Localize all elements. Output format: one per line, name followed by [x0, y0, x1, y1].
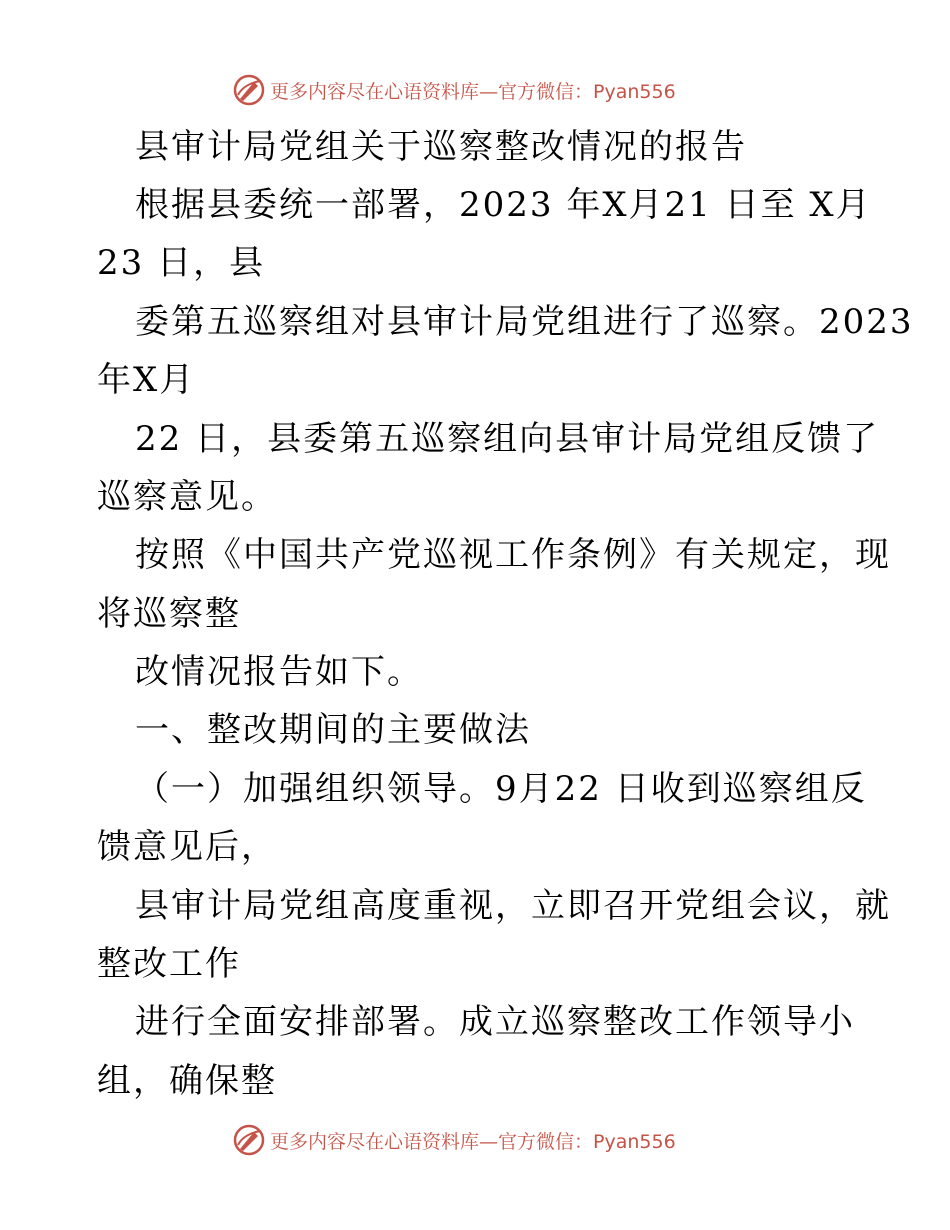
- watermark-footer: [232, 1120, 676, 1160]
- body-line: 将巡察整: [97, 594, 241, 634]
- watermark-wechat-id: Pyan556: [593, 1130, 676, 1153]
- watermark-wechat-id: Pyan556: [593, 80, 676, 103]
- watermark-header: [232, 70, 676, 110]
- watermark-text: [270, 1127, 676, 1154]
- body-line: 根据县委统一部署，2023 年X月21 日至 X月: [135, 185, 872, 225]
- body-line: 改情况报告如下。: [135, 652, 423, 692]
- watermark-main-text: 更多内容尽在心语资料库—官方微信：: [270, 1130, 594, 1153]
- body-line: 委第五巡察组对县审计局党组进行了巡察。2023: [135, 302, 914, 342]
- body-line: 23 日，县: [97, 243, 266, 283]
- body-line: 年X月: [97, 360, 196, 400]
- body-line: 整改工作: [97, 944, 241, 984]
- body-line: 按照《中国共产党巡视工作条例》有关规定，现: [135, 535, 891, 575]
- pen-nib-logo-icon: [232, 1123, 266, 1157]
- body-line: 进行全面安排部署。成立巡察整改工作领导小: [135, 1002, 855, 1042]
- watermark-main-text: 更多内容尽在心语资料库—官方微信：: [270, 80, 594, 103]
- body-line: 22 日，县委第五巡察组向县审计局党组反馈了: [135, 419, 880, 459]
- section-heading: 一、整改期间的主要做法: [135, 710, 531, 750]
- document-title: 县审计局党组关于巡察整改情况的报告: [135, 127, 747, 167]
- watermark-text: [270, 77, 676, 104]
- body-line: 组，确保整: [97, 1061, 277, 1101]
- body-line: （一）加强组织领导。9月22 日收到巡察组反: [135, 769, 867, 809]
- body-line: 县审计局党组高度重视，立即召开党组会议，就: [135, 886, 891, 926]
- pen-nib-logo-icon: [232, 73, 266, 107]
- body-line: 馈意见后，: [97, 827, 277, 867]
- body-line: 巡察意见。: [97, 477, 277, 517]
